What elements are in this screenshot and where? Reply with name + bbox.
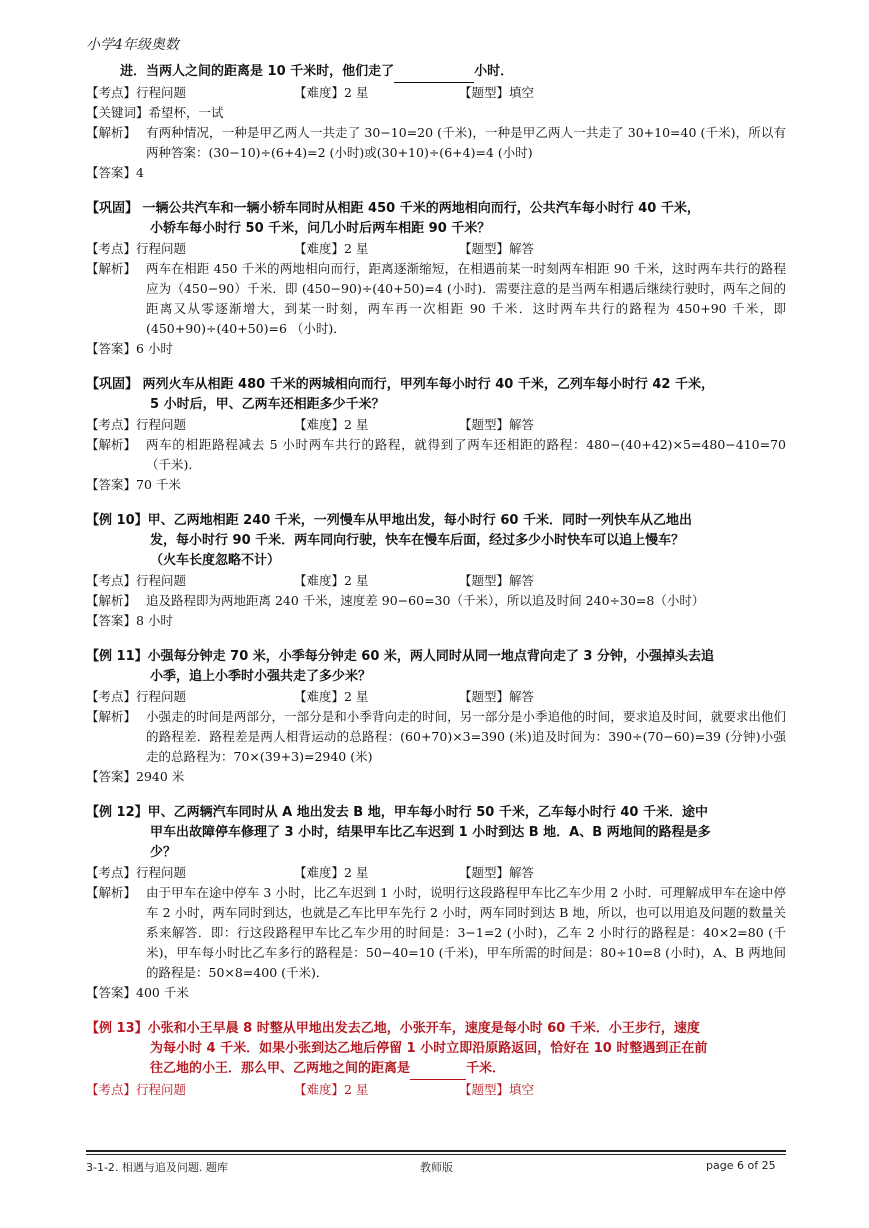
meta-row — [86, 239, 786, 259]
keywords: 【关键词】希望杯，一试 — [86, 105, 224, 120]
answer: 【答案】70 千米 — [86, 477, 181, 492]
footer-rule-thin — [86, 1154, 786, 1155]
question-line: 5 小时后，甲、乙两车还相距多少千米？ — [150, 397, 385, 412]
analysis-label: 【解析】 — [86, 709, 137, 724]
question-line: 为每小时 4 千米．如果小张到达乙地后停留 1 小时立即沿原路返回，恰好在 10 时整遇到正在前 — [150, 1041, 708, 1056]
analysis — [86, 883, 786, 983]
nandu: 【难度】2 星 — [294, 573, 369, 588]
analysis-label: 【解析】 — [86, 125, 137, 140]
tixing: 【题型】解答 — [459, 241, 535, 256]
document-content — [86, 62, 786, 1100]
question-line: 【巩固】 两列火车从相距 480 千米的两城相向而行，甲列车每小时行 40 千米，乙列车每小时行 42 千米， — [86, 377, 714, 392]
nandu: 【难度】2 星 — [294, 417, 369, 432]
meta-row — [86, 1080, 786, 1100]
question-line: 发，每小时行 90 千米．两车同向行驶，快车在慢车后面，经过多少小时快车可以追上慢车？ — [150, 533, 685, 548]
analysis — [86, 123, 786, 163]
question-line: 少？ — [150, 845, 177, 860]
question-line: 小季，追上小季时小强共走了多少米？ — [150, 669, 372, 684]
tixing: 【题型】解答 — [459, 689, 535, 704]
question-text: 往乙地的小王．那么甲、乙两地之间的距离是 — [150, 1061, 411, 1076]
footer-page-number: page 6 of 25 — [706, 1159, 776, 1172]
analysis-text: 追及路程即为两地距离 240 千米，速度差 90−60=30（千米），所以追及时间 240÷30=8（小时） — [146, 593, 705, 608]
meta-row — [86, 571, 786, 591]
analysis-label: 【解析】 — [86, 593, 137, 608]
question-tail — [86, 62, 786, 83]
question-line — [86, 1059, 786, 1080]
footer-left: 3-1-2. 相遇与追及问题. 题库 — [86, 1161, 228, 1174]
kaodian: 【考点】行程问题 — [86, 573, 187, 588]
question-text-end: 小时． — [474, 64, 514, 79]
nandu: 【难度】2 星 — [294, 241, 369, 256]
answer: 【答案】6 小时 — [86, 341, 173, 356]
kaodian: 【考点】行程问题 — [86, 417, 187, 432]
answer: 【答案】400 千米 — [86, 985, 189, 1000]
meta-row — [86, 863, 786, 883]
analysis-text: 两车在相距 450 千米的两地相向而行，距离逐渐缩短，在相遇前某一时刻两车相距 90 千米，这时两车共行的路程应为（450−90）千米．即 (450−90)÷(40+50)=4 (小时)．需要注意的是当两车相遇后继续行驶时，两车之间的距离又从零逐渐增大，到某一时刻，两车再一次相距 90 千米．这时两车共行的路程为 450+90 千米，即 (450+90)÷(40+50)=6 （小时)． — [146, 261, 786, 336]
answer: 【答案】4 — [86, 165, 144, 180]
analysis-text: 有两种情况，一种是甲乙两人一共走了 30−10=20 (千米)，一种是甲乙两人一共走了 30+10=40 (千米)，所以有两种答案：(30−10)÷(6+4)=2 (小时)或(30+10)÷(6+4)=4 (小时) — [146, 125, 786, 160]
tixing: 【题型】填空 — [459, 1082, 535, 1097]
meta-row — [86, 415, 786, 435]
answer-blank — [410, 1059, 466, 1080]
question-line: 【例 13】小张和小王早晨 8 时整从甲地出发去乙地，小张开车，速度是每小时 60 千米．小王步行，速度 — [86, 1021, 700, 1036]
nandu: 【难度】2 星 — [294, 865, 369, 880]
question-line: 【例 12】甲、乙两辆汽车同时从 A 地出发去 B 地，甲车每小时行 50 千米，乙车每小时行 40 千米．途中 — [86, 805, 708, 820]
analysis — [86, 435, 786, 475]
answer: 【答案】2940 米 — [86, 769, 185, 784]
analysis-text: 两车的相距路程减去 5 小时两车共行的路程，就得到了两车还相距的路程：480−(40+42)×5=480−410=70 （千米)． — [146, 437, 786, 472]
tixing: 【题型】解答 — [459, 417, 535, 432]
answer-blank — [394, 62, 474, 83]
kaodian: 【考点】行程问题 — [86, 1082, 187, 1097]
kaodian: 【考点】行程问题 — [86, 689, 187, 704]
analysis-label: 【解析】 — [86, 437, 137, 452]
page-header: 小学4年级奥数 — [86, 37, 179, 53]
analysis-text: 由于甲车在途中停车 3 小时，比乙车迟到 1 小时，说明行这段路程甲车比乙车少用 2 小时．可理解成甲车在途中停车 2 小时，两车同时到达，也就是乙车比甲车先行 2 小时，两车同时到达 B 地，所以，也可以用追及问题的数量关系来解答．即：行这段路程甲车比乙车少用的时间是：3−1=2 (小时)，乙车 2 小时行的路程是：40×2=80 (千米)，甲车每小时比乙车多行的路程是：50−40=10 (千米)，甲车所需的时间是：80÷10=8 (小时)，A、B 两地间的路程是：50×8=400 (千米)． — [146, 885, 786, 980]
analysis-text: 小强走的时间是两部分，一部分是和小季背向走的时间，另一部分是小季追他的时间，要求追及时间，就要求出他们的路程差．路程差是两人相背运动的总路程：(60+70)×3=390 (米)追及时间为：390÷(70−60)=39 (分钟)小强走的总路程为：70×(39+3)=2940 (米) — [146, 709, 786, 764]
analysis-label: 【解析】 — [86, 261, 137, 276]
tixing: 【题型】解答 — [459, 865, 535, 880]
question-line: 【巩固】 一辆公共汽车和一辆小轿车同时从相距 450 千米的两地相向而行，公共汽车每小时行 40 千米， — [86, 201, 700, 216]
footer-rule — [86, 1150, 786, 1152]
question-line: （火车长度忽略不计） — [150, 553, 281, 568]
tixing: 【题型】填空 — [459, 85, 535, 100]
meta-row — [86, 83, 786, 103]
analysis-label: 【解析】 — [86, 885, 137, 900]
analysis — [86, 259, 786, 339]
tixing: 【题型】解答 — [459, 573, 535, 588]
answer: 【答案】8 小时 — [86, 613, 173, 628]
question-line: 【例 11】小强每分钟走 70 米，小季每分钟走 60 米，两人同时从同一地点背向走了 3 分钟，小强掉头去追 — [86, 649, 714, 664]
question-line: 小轿车每小时行 50 千米，问几小时后两车相距 90 千米？ — [150, 221, 491, 236]
kaodian: 【考点】行程问题 — [86, 85, 187, 100]
kaodian: 【考点】行程问题 — [86, 865, 187, 880]
question-line: 【例 10】甲、乙两地相距 240 千米，一列慢车从甲地出发，每小时行 60 千米．同时一列快车从乙地出 — [86, 513, 692, 528]
analysis — [86, 707, 786, 767]
nandu: 【难度】2 星 — [294, 85, 369, 100]
question-text-end: 千米． — [466, 1061, 506, 1076]
analysis — [86, 591, 786, 611]
question-text: 进．当两人之间的距离是 10 千米时，他们走了 — [120, 64, 395, 79]
footer-center: 教师版 — [420, 1161, 453, 1174]
kaodian: 【考点】行程问题 — [86, 241, 187, 256]
meta-row — [86, 687, 786, 707]
question-line: 甲车出故障停车修理了 3 小时，结果甲车比乙车迟到 1 小时到达 B 地．A、B 两地间的路程是多 — [150, 825, 711, 840]
nandu: 【难度】2 星 — [294, 689, 369, 704]
nandu: 【难度】2 星 — [294, 1082, 369, 1097]
